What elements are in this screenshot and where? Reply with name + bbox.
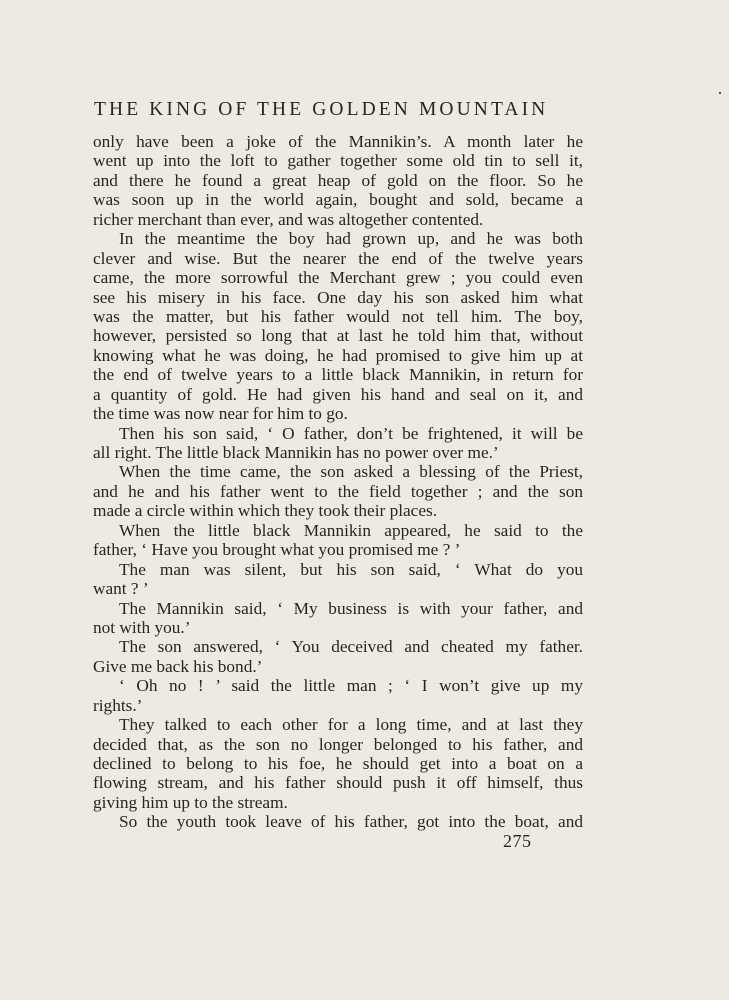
text-line: the time was now near for him to go. <box>93 404 348 424</box>
text-line: The son answered, ‘ You deceived and cheated my father. <box>119 637 583 657</box>
text-line: want ? ’ <box>93 579 149 599</box>
text-line: So the youth took leave of his father, got into the boat, and <box>119 812 583 832</box>
text-line: decided that, as the son no longer belonged to his father, and <box>93 734 583 754</box>
text-line: the end of twelve years to a little black Mannikin, in return for <box>93 365 583 385</box>
text-line: and there he found a great heap of gold on the floor. So he <box>93 170 583 190</box>
text-line: came, the more sorrowful the Merchant grew ; you could even <box>93 268 583 288</box>
text-line: richer merchant than ever, and was altogether contented. <box>93 209 484 229</box>
text-line: all right. The little black Mannikin has no power over me.’ <box>93 443 499 462</box>
text-line: knowing what he was doing, he had promised to give him up at <box>93 345 583 365</box>
text-line: ‘ Oh no ! ’ said the little man ; ‘ I won’t give up my <box>119 676 583 696</box>
text-line: In the meantime the boy had grown up, and he was both <box>119 229 583 249</box>
text-line: was the matter, but his father would not tell him. The boy, <box>93 306 583 326</box>
text-line: made a circle within which they took their places. <box>93 501 438 521</box>
text-line: When the time came, the son asked a blessing of the Priest, <box>119 462 583 482</box>
text-line: clever and wise. But the nearer the end of the twelve years <box>93 248 583 268</box>
text-line: went up into the loft to gather together some old tin to sell it, <box>93 151 583 171</box>
text-line: and he and his father went to the field together ; and the son <box>93 481 583 501</box>
text-line: When the little black Mannikin appeared, he said to the <box>119 520 583 540</box>
text-line: declined to belong to his foe, he should get into a boat on a <box>93 754 583 773</box>
text-line: giving him up to the stream. <box>93 792 288 812</box>
text-line: rights.’ <box>93 695 143 715</box>
text-line: flowing stream, and his father should push it off himself, thus <box>93 773 583 793</box>
text-line: however, persisted so long that at last he told him that, without <box>93 326 583 346</box>
text-line: see his misery in his face. One day his son asked him what <box>93 287 583 307</box>
text-line: Give me back his bond.’ <box>93 656 263 676</box>
body-text <box>93 132 583 832</box>
text-line: father, ‘ Have you brought what you promised me ? ’ <box>93 540 461 560</box>
text-line: Then his son said, ‘ O father, don’t be frightened, it will be <box>119 423 583 443</box>
text-line: They talked to each other for a long time, and at last they <box>119 715 583 735</box>
text-line: The man was silent, but his son said, ‘ What do you <box>119 559 583 579</box>
page-number: 275 <box>503 831 532 851</box>
running-title: THE KING OF THE GOLDEN MOUNTAIN <box>94 99 549 120</box>
text-line: a quantity of gold. He had given his hand and seal on it, and <box>93 384 583 404</box>
text-line: only have been a joke of the Mannikin’s. A month later he <box>93 132 583 151</box>
text-line: not with you.’ <box>93 617 191 637</box>
text-line: The Mannikin said, ‘ My business is with your father, and <box>119 598 583 618</box>
text-line: was soon up in the world again, bought and sold, became a <box>93 190 583 210</box>
margin-mark <box>719 92 721 94</box>
